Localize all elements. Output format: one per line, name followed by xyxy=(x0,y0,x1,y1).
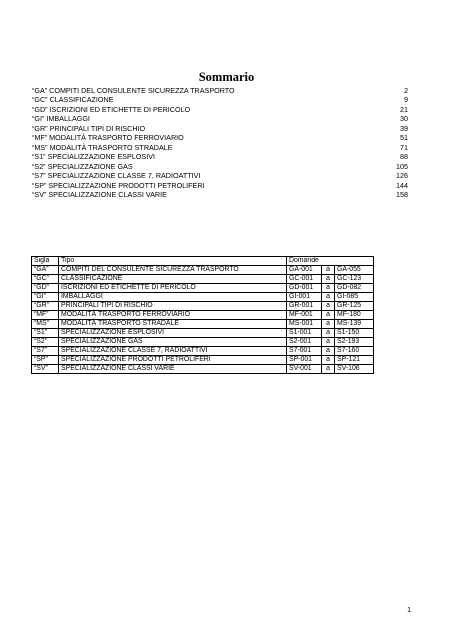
toc-entry-label: “MF” MODALITÀ TRASPORTO FERROVIARIO xyxy=(32,133,184,143)
cell-from: MS-001 xyxy=(287,320,322,329)
cell-to: S1-150 xyxy=(335,329,374,338)
toc-entry-page: 105 xyxy=(396,161,408,171)
cell-sigla: “MF” xyxy=(32,311,59,320)
cell-a: a xyxy=(322,284,335,293)
cell-sigla: “MS” xyxy=(32,320,59,329)
cell-sigla: “SP” xyxy=(32,356,59,365)
toc-entry-label: “S7” SPECIALIZZAZIONE CLASSE 7, RADIOATTIVI xyxy=(32,171,201,181)
page-title: Sommario xyxy=(198,70,255,84)
toc-entry-page: 9 xyxy=(404,95,408,105)
table-row xyxy=(32,311,374,320)
table-row xyxy=(32,275,374,284)
cell-a: a xyxy=(322,266,335,275)
toc-entry-label: “GI” IMBALLAGGI xyxy=(32,114,90,124)
header-sigla: Sigla xyxy=(32,257,59,266)
cell-tipo: IMBALLAGGI xyxy=(59,293,287,302)
cell-sigla: “GR” xyxy=(32,302,59,311)
toc-entry-page: 2 xyxy=(404,86,408,95)
cell-sigla: “SV” xyxy=(32,365,59,374)
toc-entry-label: “S1” SPECIALIZZAZIONE ESPLOSIVI xyxy=(32,152,156,162)
toc-entry[interactable] xyxy=(32,105,408,114)
cell-from: SP-001 xyxy=(287,356,322,365)
cell-sigla: “GI” xyxy=(32,293,59,302)
toc-entry-label: “GA” COMPITI DEL CONSULENTE SICUREZZA TRASPORTO xyxy=(32,86,235,95)
table-row xyxy=(32,266,374,275)
toc-entry-page: 88 xyxy=(400,152,408,162)
cell-to: MF-180 xyxy=(335,311,374,320)
toc-entry-page: 51 xyxy=(400,133,408,143)
table-row xyxy=(32,329,374,338)
table-row xyxy=(32,365,374,374)
cell-sigla: “GD” xyxy=(32,284,59,293)
cell-tipo: SPECIALIZZAZIONE CLASSI VARIE xyxy=(59,365,287,374)
table-header-row xyxy=(32,257,374,266)
toc-entry-page: 30 xyxy=(400,114,408,124)
cell-to: GI-085 xyxy=(335,293,374,302)
toc-entry-page: 39 xyxy=(400,123,408,133)
toc-entry[interactable] xyxy=(32,114,408,123)
toc-entry-label: “SP” SPECIALIZZAZIONE PRODOTTI PETROLIFERI xyxy=(32,180,205,190)
cell-from: S1-001 xyxy=(287,329,322,338)
cell-from: GI-001 xyxy=(287,293,322,302)
cell-sigla: “S1” xyxy=(32,329,59,338)
cell-from: GR-001 xyxy=(287,302,322,311)
cell-tipo: COMPITI DEL CONSULENTE SICUREZZA TRASPORTO xyxy=(59,266,287,275)
toc-entry[interactable] xyxy=(32,133,408,142)
cell-from: GA-001 xyxy=(287,266,322,275)
toc-entry[interactable] xyxy=(32,171,408,180)
cell-to: S7-160 xyxy=(335,347,374,356)
cell-from: GD-001 xyxy=(287,284,322,293)
header-tipo: Tipo xyxy=(59,257,287,266)
cell-a: a xyxy=(322,275,335,284)
cell-from: GC-001 xyxy=(287,275,322,284)
toc-entry-label: “GR” PRINCIPALI TIPI DI RISCHIO xyxy=(32,123,146,133)
toc-entry-page: 144 xyxy=(396,180,408,190)
cell-tipo: SPECIALIZZAZIONE CLASSE 7, RADIOATTIVI xyxy=(59,347,287,356)
table-row xyxy=(32,347,374,356)
toc-entry-page: 21 xyxy=(400,104,408,114)
header-domande: Domande xyxy=(287,257,374,266)
cell-a: a xyxy=(322,329,335,338)
toc-entry[interactable] xyxy=(32,162,408,171)
cell-tipo: SPECIALIZZAZIONE GAS xyxy=(59,338,287,347)
cell-a: a xyxy=(322,365,335,374)
cell-to: SV-106 xyxy=(335,365,374,374)
table-row xyxy=(32,320,374,329)
page-number: 1 xyxy=(407,607,411,614)
table-row xyxy=(32,356,374,365)
toc-entry-page: 126 xyxy=(396,171,408,181)
cell-from: MF-001 xyxy=(287,311,322,320)
cell-tipo: CLASSIFICAZIONE xyxy=(59,275,287,284)
toc-entry[interactable] xyxy=(32,152,408,161)
toc-entry-label: “GD” ISCRIZIONI ED ETICHETTE DI PERICOLO xyxy=(32,104,191,114)
cell-tipo: SPECIALIZZAZIONE PRODOTTI PETROLIFERI xyxy=(59,356,287,365)
toc-entry[interactable] xyxy=(32,86,408,95)
toc-entry-label: “SV” SPECIALIZZAZIONE CLASSI VARIE xyxy=(32,189,167,199)
cell-a: a xyxy=(322,320,335,329)
cell-from: S2-001 xyxy=(287,338,322,347)
cell-to: SP-121 xyxy=(335,356,374,365)
cell-a: a xyxy=(322,311,335,320)
cell-tipo: PRINCIPALI TIPI DI RISCHIO xyxy=(59,302,287,311)
toc-entry[interactable] xyxy=(32,95,408,104)
codes-table xyxy=(31,256,374,374)
table-of-contents xyxy=(32,86,408,199)
toc-entry-page: 71 xyxy=(400,142,408,152)
cell-to: GD-082 xyxy=(335,284,374,293)
toc-entry-label: “MS” MODALITÀ TRASPORTO STRADALE xyxy=(32,142,173,152)
cell-a: a xyxy=(322,302,335,311)
table-row xyxy=(32,302,374,311)
table-row xyxy=(32,284,374,293)
cell-a: a xyxy=(322,356,335,365)
cell-from: SV-001 xyxy=(287,365,322,374)
cell-a: a xyxy=(322,293,335,302)
cell-sigla: “GA” xyxy=(32,266,59,275)
cell-tipo: ISCRIZIONI ED ETICHETTE DI PERICOLO xyxy=(59,284,287,293)
toc-entry-label: “S2” SPECIALIZZAZIONE GAS xyxy=(32,161,133,171)
cell-a: a xyxy=(322,347,335,356)
cell-a: a xyxy=(322,338,335,347)
cell-tipo: MODALITÀ TRASPORTO STRADALE xyxy=(59,320,287,329)
toc-entry[interactable] xyxy=(32,190,408,199)
toc-entry-label: “GC” CLASSIFICAZIONE xyxy=(32,95,114,105)
table-row xyxy=(32,293,374,302)
cell-to: GA-055 xyxy=(335,266,374,275)
cell-sigla: “S2” xyxy=(32,338,59,347)
cell-to: GC-123 xyxy=(335,275,374,284)
cell-from: S7-001 xyxy=(287,347,322,356)
cell-to: MS-139 xyxy=(335,320,374,329)
table-row xyxy=(32,338,374,347)
cell-tipo: SPECIALIZZAZIONE ESPLOSIVI xyxy=(59,329,287,338)
toc-entry[interactable] xyxy=(32,181,408,190)
toc-entry[interactable] xyxy=(32,143,408,152)
cell-tipo: MODALITÀ TRASPORTO FERROVIARIO xyxy=(59,311,287,320)
toc-entry[interactable] xyxy=(32,124,408,133)
cell-to: S2-193 xyxy=(335,338,374,347)
toc-entry-page: 158 xyxy=(396,189,408,199)
cell-sigla: “GC” xyxy=(32,275,59,284)
cell-sigla: “S7” xyxy=(32,347,59,356)
cell-to: GR-125 xyxy=(335,302,374,311)
